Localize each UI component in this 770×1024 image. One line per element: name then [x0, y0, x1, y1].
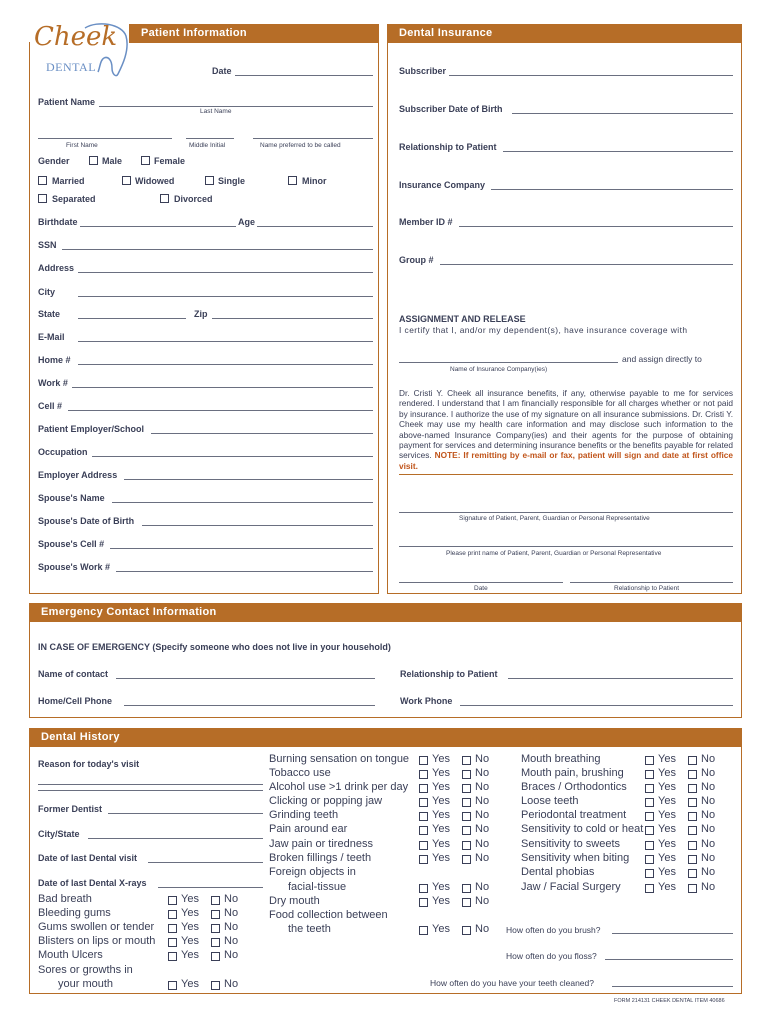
blisters-label: Blisters on lips or mouth: [38, 935, 156, 947]
emergency-header: [29, 603, 742, 622]
col2-no-label-7: No: [475, 852, 490, 864]
col2-yes-checkbox-7[interactable]: [419, 855, 428, 864]
col3-no-label-5: No: [701, 823, 716, 835]
col2-yes-label-7: Yes: [432, 852, 450, 864]
col3-no-label-3: No: [701, 795, 716, 807]
assign-directly-text: and assign directly to: [622, 354, 702, 364]
print-name-caption: Please print name of Patient, Parent, Guardian or Personal Representative: [446, 550, 662, 557]
bleeding-gums-label: Bleeding gums: [38, 907, 111, 919]
mouth-breathing-label: Mouth breathing: [521, 753, 601, 765]
brush-field[interactable]: [612, 933, 733, 934]
subscriber-field[interactable]: [449, 75, 733, 76]
col3-no-label-6: No: [701, 838, 716, 850]
signature-caption: Signature of Patient, Parent, Guardian or Personal Representative: [459, 515, 650, 522]
col2-no-label-10: No: [475, 923, 490, 935]
col2-yes-label-2: Yes: [432, 781, 450, 793]
col2-yes-label-8: Yes: [432, 881, 450, 893]
col2-yes-label-3: Yes: [432, 795, 450, 807]
col2-yes-checkbox-10[interactable]: [419, 926, 428, 935]
col1-yes-checkbox-0[interactable]: [168, 896, 177, 905]
dry-mouth-label: Dry mouth: [269, 895, 320, 907]
col3-yes-label-7: Yes: [658, 852, 676, 864]
col2-no-checkbox-4[interactable]: [462, 812, 471, 821]
last-name-field[interactable]: [99, 106, 373, 107]
zip-label: Zip: [194, 309, 208, 319]
work-phone-label: Work #: [38, 378, 68, 388]
relationship-label: Relationship to Patient: [399, 142, 497, 152]
col3-yes-checkbox-6[interactable]: [645, 841, 654, 850]
address-field[interactable]: [78, 272, 373, 273]
col3-no-label-7: No: [701, 852, 716, 864]
contact-phone-label: Home/Cell Phone: [38, 696, 113, 706]
col3-no-checkbox-5[interactable]: [688, 826, 697, 835]
contact-work-phone-label: Work Phone: [400, 696, 453, 706]
col3-yes-label-6: Yes: [658, 838, 676, 850]
spouse-name-field[interactable]: [112, 502, 373, 503]
brush-question: How often do you brush?: [506, 925, 601, 935]
insurance-company-field[interactable]: [491, 189, 733, 190]
col3-no-checkbox-3[interactable]: [688, 798, 697, 807]
emergency-instruction: IN CASE OF EMERGENCY (Specify someone who does not live in your household): [38, 642, 391, 652]
col3-yes-checkbox-2[interactable]: [645, 784, 654, 793]
occupation-label: Occupation: [38, 447, 88, 457]
col1-no-checkbox-1[interactable]: [211, 910, 220, 919]
age-label: Age: [238, 217, 256, 227]
city-state-field[interactable]: [88, 838, 263, 839]
burning-tongue-label: Burning sensation on tongue: [269, 753, 410, 765]
col2-no-checkbox-5[interactable]: [462, 826, 471, 835]
col3-yes-checkbox-3[interactable]: [645, 798, 654, 807]
patient-name-label: Patient Name: [38, 97, 96, 107]
col2-no-checkbox-0[interactable]: [462, 756, 471, 765]
date-label: Date: [212, 66, 232, 76]
occupation-field[interactable]: [92, 456, 373, 457]
reason-field-2[interactable]: [38, 790, 263, 791]
sores-label-cont: your mouth: [58, 978, 114, 990]
col3-yes-label-3: Yes: [658, 795, 676, 807]
col1-yes-checkbox-2[interactable]: [168, 924, 177, 933]
male-checkbox[interactable]: [89, 156, 98, 165]
last-xrays-field[interactable]: [158, 887, 263, 888]
cleaned-field[interactable]: [612, 986, 733, 987]
col2-no-checkbox-7[interactable]: [462, 855, 471, 864]
col3-yes-checkbox-0[interactable]: [645, 756, 654, 765]
spouse-name-label: Spouse's Name: [38, 493, 105, 503]
col1-no-label-4: No: [224, 949, 239, 961]
city-field[interactable]: [78, 296, 373, 297]
col3-yes-label-9: Yes: [658, 881, 676, 893]
loose-teeth-label: Loose teeth: [521, 795, 579, 807]
home-phone-field[interactable]: [78, 364, 373, 365]
col2-no-label-3: No: [475, 795, 490, 807]
relationship-field[interactable]: [503, 151, 733, 152]
preferred-name-field[interactable]: [253, 138, 373, 139]
separated-label: Separated: [52, 194, 96, 204]
col2-yes-checkbox-8[interactable]: [419, 884, 428, 893]
employer-address-field[interactable]: [124, 479, 373, 480]
col1-no-checkbox-4[interactable]: [211, 952, 220, 961]
col3-yes-checkbox-1[interactable]: [645, 770, 654, 779]
sensitivity-cold-label: Sensitivity to cold or heat: [521, 823, 644, 835]
col2-yes-checkbox-5[interactable]: [419, 826, 428, 835]
col2-no-label-5: No: [475, 823, 490, 835]
spouse-dob-label: Spouse's Date of Birth: [38, 516, 135, 526]
col2-no-checkbox-3[interactable]: [462, 798, 471, 807]
col2-no-checkbox-10[interactable]: [462, 926, 471, 935]
widowed-label: Widowed: [135, 176, 175, 186]
minor-label: Minor: [302, 176, 327, 186]
foreign-objects-label: Foreign objects in: [269, 866, 356, 878]
signature-relationship-field[interactable]: [570, 582, 733, 583]
history-title: Dental History: [41, 731, 120, 743]
col2-yes-checkbox-4[interactable]: [419, 812, 428, 821]
col3-no-checkbox-2[interactable]: [688, 784, 697, 793]
spouse-work-field[interactable]: [116, 571, 373, 572]
col1-no-label-2: No: [224, 921, 239, 933]
alcohol-label: Alcohol use >1 drink per day: [269, 781, 409, 793]
history-header: [29, 728, 742, 747]
col2-no-label-6: No: [475, 838, 490, 850]
col2-yes-checkbox-9[interactable]: [419, 898, 428, 907]
divorced-checkbox[interactable]: [160, 194, 169, 203]
col3-yes-label-0: Yes: [658, 753, 676, 765]
col3-no-label-0: No: [701, 753, 716, 765]
sensitivity-biting-label: Sensitivity when biting: [521, 852, 630, 864]
state-field[interactable]: [78, 318, 186, 319]
col3-no-checkbox-4[interactable]: [688, 812, 697, 821]
male-label: Male: [102, 156, 123, 166]
col2-no-label-0: No: [475, 753, 490, 765]
subscriber-dob-field[interactable]: [512, 113, 733, 114]
last-name-caption: Last Name: [200, 108, 232, 115]
mouth-ulcers-label: Mouth Ulcers: [38, 949, 103, 961]
work-phone-field[interactable]: [72, 387, 373, 388]
col1-yes-checkbox-4[interactable]: [168, 952, 177, 961]
periodontal-label: Periodontal treatment: [521, 809, 627, 821]
col2-no-label-2: No: [475, 781, 490, 793]
col2-yes-label-1: Yes: [432, 767, 450, 779]
contact-relationship-label: Relationship to Patient: [400, 669, 498, 679]
sensitivity-sweets-label: Sensitivity to sweets: [521, 838, 621, 850]
cell-phone-field[interactable]: [68, 410, 373, 411]
form-footer: FORM 214131 CHEEK DENTAL ITEM 40686: [614, 998, 725, 1004]
single-label: Single: [218, 176, 246, 186]
col3-no-label-9: No: [701, 881, 716, 893]
col3-no-checkbox-6[interactable]: [688, 841, 697, 850]
col3-yes-label-5: Yes: [658, 823, 676, 835]
col2-yes-checkbox-3[interactable]: [419, 798, 428, 807]
col3-no-label-8: No: [701, 866, 716, 878]
zip-field[interactable]: [212, 318, 373, 319]
married-label: Married: [52, 176, 85, 186]
patient-info-title: Patient Information: [141, 27, 247, 39]
signature-relationship-caption: Relationship to Patient: [614, 585, 680, 592]
gender-label: Gender: [38, 156, 70, 166]
first-name-caption: First Name: [66, 142, 98, 149]
release-note: NOTE: If remitting by e-mail or fax, patient will sign and date at first office visit.: [399, 450, 733, 471]
employer-address-label: Employer Address: [38, 470, 118, 480]
col3-yes-label-2: Yes: [658, 781, 676, 793]
print-name-field[interactable]: [399, 546, 733, 547]
email-label: E-Mail: [38, 332, 65, 342]
insurance-header: [387, 24, 742, 43]
grinding-label: Grinding teeth: [269, 809, 339, 821]
subscriber-label: Subscriber: [399, 66, 447, 76]
col1-yes-checkbox-3[interactable]: [168, 938, 177, 947]
contact-relationship-field[interactable]: [508, 678, 733, 679]
col3-no-label-4: No: [701, 809, 716, 821]
emergency-title: Emergency Contact Information: [41, 606, 217, 618]
spouse-work-label: Spouse's Work #: [38, 562, 110, 572]
emergency-panel: [29, 621, 742, 718]
col3-no-checkbox-1[interactable]: [688, 770, 697, 779]
col3-no-checkbox-0[interactable]: [688, 756, 697, 765]
last-visit-label: Date of last Dental visit: [38, 853, 138, 863]
col1-yes-checkbox-5[interactable]: [168, 981, 177, 990]
sores-label: Sores or growths in: [38, 964, 133, 976]
col3-no-label-2: No: [701, 781, 716, 793]
age-field[interactable]: [257, 226, 373, 227]
col2-yes-checkbox-2[interactable]: [419, 784, 428, 793]
broken-fillings-label: Broken fillings / teeth: [269, 852, 372, 864]
col1-no-checkbox-0[interactable]: [211, 896, 220, 905]
bad-breath-label: Bad breath: [38, 893, 92, 905]
ssn-field[interactable]: [62, 249, 373, 250]
female-label: Female: [154, 156, 186, 166]
group-field[interactable]: [440, 264, 733, 265]
date-field[interactable]: [235, 75, 373, 76]
cell-phone-label: Cell #: [38, 401, 63, 411]
city-label: City: [38, 287, 56, 297]
col1-no-label-1: No: [224, 907, 239, 919]
cleaned-question: How often do you have your teeth cleaned?: [430, 978, 594, 988]
city-state-label: City/State: [38, 829, 80, 839]
col1-yes-label-5: Yes: [181, 978, 199, 990]
employer-school-field[interactable]: [151, 433, 373, 434]
preferred-name-caption: Name preferred to be called: [260, 142, 341, 149]
spouse-cell-label: Spouse's Cell #: [38, 539, 105, 549]
first-name-field[interactable]: [38, 138, 172, 139]
col1-no-checkbox-5[interactable]: [211, 981, 220, 990]
col2-yes-checkbox-6[interactable]: [419, 841, 428, 850]
female-checkbox[interactable]: [141, 156, 150, 165]
col1-no-label-5: No: [224, 978, 239, 990]
minor-checkbox[interactable]: [288, 176, 297, 185]
member-id-label: Member ID #: [399, 217, 453, 227]
contact-name-field[interactable]: [116, 678, 375, 679]
release-body: Dr. Cristi Y. Cheek all insurance benefits, if any, otherwise payable to me for services rendered. I understand that I am financially responsible for all charges whether or not paid by insurance. I authorize the use of my signature on all insurance submissions. Dr. Cristi Y. Cheek may use my health care information and may disclose such information to the above-named Insurance Company(ies) and their agents for the purpose of obtaining payment for services and determining insurance benefits or the benefits payable for related services.: [399, 388, 733, 461]
birthdate-field[interactable]: [80, 226, 236, 227]
group-label: Group #: [399, 255, 434, 265]
col2-no-label-1: No: [475, 767, 490, 779]
insurance-company-label: Insurance Company: [399, 180, 486, 190]
insurance-company-name-field[interactable]: [399, 362, 618, 363]
middle-initial-caption: Middle Initial: [189, 142, 226, 149]
col2-yes-label-5: Yes: [432, 823, 450, 835]
col2-yes-checkbox-0[interactable]: [419, 756, 428, 765]
facial-tissue-label: facial-tissue: [288, 881, 347, 893]
col2-yes-label-10: Yes: [432, 923, 450, 935]
insurance-title: Dental Insurance: [399, 27, 493, 39]
signature-date-field[interactable]: [399, 582, 563, 583]
col2-no-label-9: No: [475, 895, 490, 907]
ear-pain-label: Pain around ear: [269, 823, 348, 835]
col2-no-checkbox-9[interactable]: [462, 898, 471, 907]
contact-name-label: Name of contact: [38, 669, 109, 679]
floss-question: How often do you floss?: [506, 951, 597, 961]
email-field[interactable]: [78, 341, 373, 342]
col3-no-checkbox-9[interactable]: [688, 884, 697, 893]
col2-no-checkbox-2[interactable]: [462, 784, 471, 793]
braces-label: Braces / Orthodontics: [521, 781, 627, 793]
col1-yes-label-4: Yes: [181, 949, 199, 961]
col2-no-checkbox-8[interactable]: [462, 884, 471, 893]
member-id-field[interactable]: [459, 226, 733, 227]
mouth-pain-label: Mouth pain, brushing: [521, 767, 624, 779]
former-dentist-field[interactable]: [108, 813, 263, 814]
widowed-checkbox[interactable]: [122, 176, 131, 185]
ssn-label: SSN: [38, 240, 57, 250]
col2-yes-label-6: Yes: [432, 838, 450, 850]
address-label: Address: [38, 263, 75, 273]
last-visit-field[interactable]: [148, 862, 263, 863]
separated-checkbox[interactable]: [38, 194, 47, 203]
col3-yes-checkbox-5[interactable]: [645, 826, 654, 835]
col2-yes-label-0: Yes: [432, 753, 450, 765]
col1-no-label-3: No: [224, 935, 239, 947]
col2-no-label-4: No: [475, 809, 490, 821]
col2-yes-label-4: Yes: [432, 809, 450, 821]
contact-phone-field[interactable]: [124, 705, 375, 706]
col1-no-checkbox-2[interactable]: [211, 924, 220, 933]
contact-work-phone-field[interactable]: [460, 705, 733, 706]
jaw-surgery-label: Jaw / Facial Surgery: [521, 881, 621, 893]
signature-date-caption: Date: [474, 585, 488, 592]
col2-no-checkbox-1[interactable]: [462, 770, 471, 779]
col3-yes-label-4: Yes: [658, 809, 676, 821]
logo-word: DENTAL: [46, 60, 97, 74]
col1-yes-label-1: Yes: [181, 907, 199, 919]
spouse-dob-field[interactable]: [142, 525, 373, 526]
floss-field[interactable]: [605, 959, 733, 960]
spouse-cell-field[interactable]: [110, 548, 373, 549]
col3-no-checkbox-7[interactable]: [688, 855, 697, 864]
col3-no-label-1: No: [701, 767, 716, 779]
reason-field-1[interactable]: [38, 784, 263, 785]
col3-no-checkbox-8[interactable]: [688, 869, 697, 878]
middle-initial-field[interactable]: [186, 138, 234, 139]
clicking-jaw-label: Clicking or popping jaw: [269, 795, 383, 807]
col3-yes-label-1: Yes: [658, 767, 676, 779]
col3-yes-checkbox-4[interactable]: [645, 812, 654, 821]
col2-no-checkbox-6[interactable]: [462, 841, 471, 850]
col1-yes-label-0: Yes: [181, 893, 199, 905]
col1-yes-label-3: Yes: [181, 935, 199, 947]
col2-yes-checkbox-1[interactable]: [419, 770, 428, 779]
col2-yes-label-9: Yes: [432, 895, 450, 907]
reason-label: Reason for today's visit: [38, 759, 140, 769]
food-collection-label-cont: the teeth: [288, 923, 331, 935]
birthdate-label: Birthdate: [38, 217, 78, 227]
dental-phobias-label: Dental phobias: [521, 866, 595, 878]
col3-yes-label-8: Yes: [658, 866, 676, 878]
home-phone-label: Home #: [38, 355, 71, 365]
gums-swollen-label: Gums swollen or tender: [38, 921, 155, 933]
release-paragraph: [399, 388, 733, 471]
jaw-pain-label: Jaw pain or tiredness: [269, 838, 373, 850]
subscriber-dob-label: Subscriber Date of Birth: [399, 104, 503, 114]
last-xrays-label: Date of last Dental X-rays: [38, 878, 147, 888]
food-collection-label: Food collection between: [269, 909, 388, 921]
tobacco-label: Tobacco use: [269, 767, 331, 779]
assignment-title: ASSIGNMENT AND RELEASE: [399, 314, 526, 324]
certify-text: I certify that I, and/or my dependent(s), have insurance coverage with: [399, 325, 688, 335]
col1-yes-checkbox-1[interactable]: [168, 910, 177, 919]
col3-yes-checkbox-8[interactable]: [645, 869, 654, 878]
single-checkbox[interactable]: [205, 176, 214, 185]
col3-yes-checkbox-9[interactable]: [645, 884, 654, 893]
col3-yes-checkbox-7[interactable]: [645, 855, 654, 864]
col1-yes-label-2: Yes: [181, 921, 199, 933]
married-checkbox[interactable]: [38, 176, 47, 185]
col1-no-label-0: No: [224, 893, 239, 905]
logo-script: Cheek: [34, 22, 118, 52]
insurance-company-caption: Name of Insurance Company(ies): [450, 366, 548, 373]
former-dentist-label: Former Dentist: [38, 804, 103, 814]
col1-no-checkbox-3[interactable]: [211, 938, 220, 947]
divorced-label: Divorced: [174, 194, 213, 204]
col2-no-label-8: No: [475, 881, 490, 893]
state-label: State: [38, 309, 61, 319]
employer-school-label: Patient Employer/School: [38, 424, 145, 434]
patient-info-header: [129, 24, 379, 43]
note-underline: [399, 474, 733, 475]
signature-field[interactable]: [399, 512, 733, 513]
